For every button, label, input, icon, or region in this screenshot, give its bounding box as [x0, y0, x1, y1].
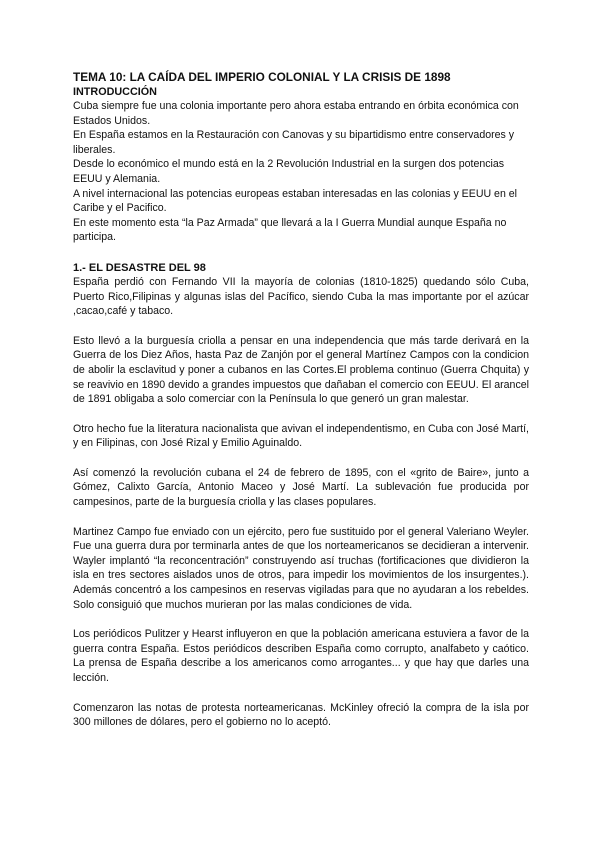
intro-paragraph: Cuba siempre fue una colonia importante pero ahora estaba entrando en órbita económica con Estados Unidos. — [73, 100, 519, 127]
body-paragraph: Otro hecho fue la literatura nacionalista que avivan el independentismo, en Cuba con José Martí, y en Filipinas, con José Rizal y Emilio Aguinaldo. — [73, 422, 529, 450]
document-content — [73, 70, 529, 730]
section-body — [73, 275, 529, 730]
intro-paragraph: Desde lo económico el mundo está en la 2 Revolución Industrial en la surgen dos potencias EEUU y Alemania. — [73, 158, 505, 185]
body-paragraph: Martinez Campo fue enviado con un ejército, pero fue sustituido por el general Valeriano Weyler. Fue una guerra dura por terminarla antes de que los norteamericanos se decidieran a intervenir. Wayler implantó “la reconcentración” construyendo así truchas (fortificaciones que dividieron la isla en tres sectores aislados unos de otros, para impedir los movimientos de los insurgentes.). Además concentró a los campesinos en reservas vigiladas para que no ayudaran a los rebeldes. Solo consiguió que muchos murieran por las malas condiciones de vida. — [73, 525, 529, 611]
introduction-heading: INTRODUCCIÓN — [73, 86, 157, 98]
intro-paragraph: A nivel internacional las potencias europeas estaban interesadas en las colonias y EEUU en el Caribe y el Pacifico. — [73, 187, 518, 215]
section-heading: 1.- EL DESASTRE DEL 98 — [73, 261, 206, 274]
intro-paragraph: En este momento esta “la Paz Armada” que llevará a la I Guerra Mundial aunque España no participa. — [73, 216, 507, 244]
document-title: TEMA 10: LA CAÍDA DEL IMPERIO COLONIAL Y LA CRISIS DE 1898 — [73, 70, 451, 84]
body-paragraph: España perdió con Fernando VII la mayoría de colonias (1810-1825) quedando sólo Cuba, Puerto Rico,Filipinas y algunas islas del Pacífico, siendo Cuba la mas importante por el azúcar ,cacao,café y tabaco. — [73, 275, 529, 318]
body-paragraph: Esto llevó a la burguesía criolla a pensar en una independencia que más tarde derivará en la Guerra de los Diez Años, hasta Paz de Zanjón por el general Martínez Campos con la condicion de abolir la esclavitud y poner a cubanos en las Cortes.El problema continuo (Guerra Chquita) y se reavivio en 1890 devido a grandes impuestos que dañaban el comercio con EEUU. El arancel de 1891 obligaba a solo comerciar con la Península lo que generó un gran malestar. — [73, 334, 529, 406]
body-paragraph: Así comenzó la revolución cubana el 24 de febrero de 1895, con el «grito de Baire», junto a Gómez, Calixto García, Antonio Maceo y José Martí. La sublevación fue producida por campesinos, parte de la burguesía criolla y las clases populares. — [73, 466, 529, 509]
intro-paragraph: En España estamos en la Restauración con Canovas y su bipartidismo entre conservadores y liberales. — [73, 129, 515, 156]
body-paragraph: Los periódicos Pulitzer y Hearst influyeron en que la población americana estuviera a favor de la guerra contra España. Estos periódicos describen España como corrupto, analfabeto y caótico. La prensa de España describe a los americanos como arrogantes... y que hay que darles una lección. — [73, 628, 529, 684]
introduction-section — [73, 99, 529, 245]
body-paragraph: Comenzaron las notas de protesta norteamericanas. McKinley ofreció la compra de la isla por 300 millones de dólares, pero el gobierno no lo aceptó. — [73, 701, 529, 729]
